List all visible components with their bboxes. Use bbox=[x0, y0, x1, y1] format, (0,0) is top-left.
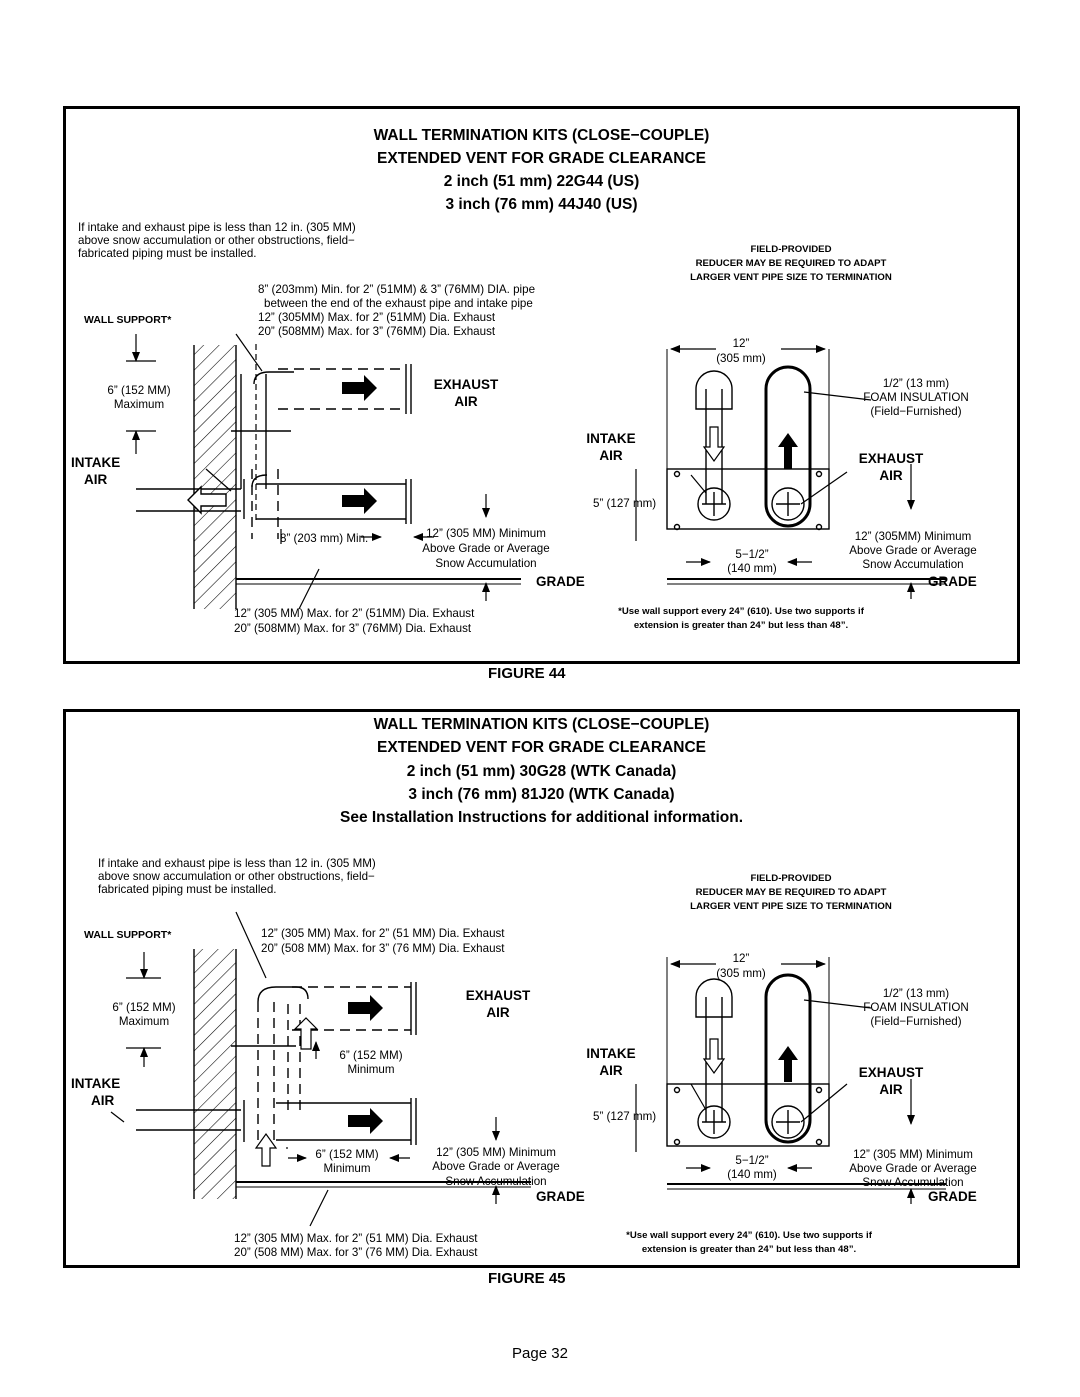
fig44-top-spec-2: between the end of the exhaust pipe and intake pipe bbox=[264, 297, 533, 310]
fig45-front-exhaust-air: AIR bbox=[879, 1082, 903, 1097]
figure-45-title-4: 3 inch (76 mm) 81J20 (WTK Canada) bbox=[408, 786, 675, 803]
fig45-front-grade-note-3: Snow Accumulation bbox=[862, 1176, 964, 1189]
fig44-bottom-spec-1: 12” (305 MM) Max. for 2” (51MM) Dia. Exhaust bbox=[234, 607, 475, 620]
fig44-side-max-2: Maximum bbox=[113, 398, 165, 411]
fig45-dim-5: 5” (127 mm) bbox=[593, 1110, 657, 1123]
figure-44-title-4: 3 inch (76 mm) 44J40 (US) bbox=[445, 196, 638, 213]
figure-44-title-1: WALL TERMINATION KITS (CLOSE−COUPLE) bbox=[373, 127, 710, 144]
figure-45-title-3: 2 inch (51 mm) 30G28 (WTK Canada) bbox=[406, 763, 677, 780]
fig44-side-max-1: 6” (152 MM) bbox=[107, 384, 171, 397]
fig45-bottom-spec-1: 12” (305 MM) Max. for 2” (51 MM) Dia. Exhaust bbox=[234, 1232, 478, 1245]
fig45-exhaust-air-label: AIR bbox=[486, 1005, 510, 1020]
fig45-front-grade-note-1: 12” (305 MM) Minimum bbox=[853, 1148, 973, 1161]
fig45-above-grade-1: 12” (305 MM) Minimum bbox=[436, 1146, 556, 1159]
fig44-dim-55-2: (140 mm) bbox=[727, 562, 777, 575]
fig45-front-intake-air: AIR bbox=[599, 1063, 623, 1078]
fig44-front-grade-note-1: 12” (305MM) Minimum bbox=[854, 530, 972, 543]
fig44-footnote-2: extension is greater than 24” but less than 48”. bbox=[633, 620, 849, 631]
fig45-above-grade-2: Above Grade or Average bbox=[432, 1160, 560, 1173]
fig45-footnote-2: extension is greater than 24” but less than 48”. bbox=[641, 1244, 857, 1255]
side-view-wall bbox=[194, 949, 236, 1199]
fig44-intake-air-label: AIR bbox=[84, 472, 108, 487]
fig44-min-gap: 8” (203 mm) Min. bbox=[280, 532, 369, 545]
fig44-wall-support-label: WALL SUPPORT* bbox=[84, 314, 172, 326]
fig45-intake-label: INTAKE bbox=[71, 1076, 121, 1091]
fig45-front-grade-note-2: Above Grade or Average bbox=[849, 1162, 977, 1175]
fig45-intake-air-label: AIR bbox=[91, 1093, 115, 1108]
fig45-footnote-1: *Use wall support every 24” (610). Use two supports if bbox=[626, 1230, 872, 1241]
fig44-front-grade-label: GRADE bbox=[928, 574, 977, 589]
fig44-exhaust-air-label: AIR bbox=[454, 394, 478, 409]
fig44-front-exhaust: EXHAUST bbox=[858, 451, 924, 466]
figure-45-title-1: WALL TERMINATION KITS (CLOSE−COUPLE) bbox=[373, 716, 710, 733]
fig45-low-min-2: Minimum bbox=[323, 1162, 371, 1175]
fig44-exhaust-label: EXHAUST bbox=[433, 377, 499, 392]
fig45-exhaust-label: EXHAUST bbox=[465, 988, 531, 1003]
fig44-note-2: above snow accumulation or other obstructions, field− bbox=[78, 234, 355, 247]
side-view-grade-line bbox=[236, 579, 521, 584]
fig45-field-provided-3: LARGER VENT PIPE SIZE TO TERMINATION bbox=[690, 901, 892, 912]
front-view-flow-arrows bbox=[704, 1039, 798, 1082]
fig45-note-1: If intake and exhaust pipe is less than 12 in. (305 MM) bbox=[98, 857, 376, 870]
fig45-low-min-1: 6” (152 MM) bbox=[315, 1148, 379, 1161]
fig44-footnote-1: *Use wall support every 24” (610). Use two supports if bbox=[618, 606, 864, 617]
figure-45-label: FIGURE 45 bbox=[488, 1270, 566, 1287]
fig44-top-spec-4: 20” (508MM) Max. for 3” (76MM) Dia. Exhaust bbox=[258, 325, 496, 338]
fig45-note-3: fabricated piping must be installed. bbox=[98, 883, 277, 896]
fig45-top-spec-1: 12” (305 MM) Max. for 2” (51 MM) Dia. Exhaust bbox=[261, 927, 505, 940]
fig45-width-305mm: (305 mm) bbox=[716, 967, 766, 980]
fig44-field-provided-1: FIELD-PROVIDED bbox=[750, 244, 832, 255]
fig44-above-grade-3: Snow Accumulation bbox=[435, 557, 537, 570]
figure-44-label: FIGURE 44 bbox=[488, 665, 566, 682]
fig44-insulation-3: (Field−Furnished) bbox=[870, 405, 962, 418]
fig45-insulation-2: FOAM INSULATION bbox=[863, 1001, 969, 1014]
fig44-front-intake-air: AIR bbox=[599, 448, 623, 463]
fig45-mid-min-2: Minimum bbox=[347, 1063, 395, 1076]
fig45-bottom-spec-2: 20” (508 MM) Max. for 3” (76 MM) Dia. Exhaust bbox=[234, 1246, 478, 1259]
fig45-field-provided-1: FIELD-PROVIDED bbox=[750, 873, 832, 884]
figure-45-title-5: See Installation Instructions for additional information. bbox=[339, 809, 744, 826]
fig45-note-2: above snow accumulation or other obstructions, field− bbox=[98, 870, 375, 883]
fig44-intake-label: INTAKE bbox=[71, 455, 121, 470]
figure-44-panel bbox=[63, 106, 1020, 664]
fig44-above-grade-2: Above Grade or Average bbox=[422, 542, 550, 555]
fig45-front-intake: INTAKE bbox=[586, 1046, 636, 1061]
fig45-wall-support-label: WALL SUPPORT* bbox=[84, 929, 172, 941]
figure-44-title-2: EXTENDED VENT FOR GRADE CLEARANCE bbox=[377, 150, 706, 167]
fig44-width-305mm: (305 mm) bbox=[716, 352, 766, 365]
fig45-mid-min-1: 6” (152 MM) bbox=[339, 1049, 403, 1062]
fig45-field-provided-2: REDUCER MAY BE REQUIRED TO ADAPT bbox=[695, 887, 887, 898]
fig45-insulation-1: 1/2” (13 mm) bbox=[882, 987, 950, 1000]
fig44-above-grade-1: 12” (305 MM) Minimum bbox=[426, 527, 546, 540]
fig44-dim-5: 5” (127 mm) bbox=[593, 497, 657, 510]
front-view-flow-arrows bbox=[704, 427, 798, 469]
fig44-width-12: 12” bbox=[732, 337, 750, 350]
fig45-front-grade-label: GRADE bbox=[928, 1189, 977, 1204]
figure-44-title-3: 2 inch (51 mm) 22G44 (US) bbox=[443, 173, 640, 190]
page-number: Page 32 bbox=[512, 1345, 568, 1362]
fig44-dim-55-1: 5−1/2” bbox=[735, 548, 769, 561]
fig45-grade-label: GRADE bbox=[536, 1189, 585, 1204]
fig44-grade-label: GRADE bbox=[536, 574, 585, 589]
figure-45-title-2: EXTENDED VENT FOR GRADE CLEARANCE bbox=[377, 739, 706, 756]
fig45-dim-55-1: 5−1/2” bbox=[735, 1154, 769, 1167]
fig44-front-exhaust-air: AIR bbox=[879, 468, 903, 483]
fig44-field-provided-2: REDUCER MAY BE REQUIRED TO ADAPT bbox=[695, 258, 887, 269]
fig45-side-max-2: Maximum bbox=[118, 1015, 170, 1028]
fig44-note-3: fabricated piping must be installed. bbox=[78, 247, 257, 260]
fig45-dim-55-2: (140 mm) bbox=[727, 1168, 777, 1181]
fig45-side-max-1: 6” (152 MM) bbox=[112, 1001, 176, 1014]
fig44-front-intake: INTAKE bbox=[586, 431, 636, 446]
fig45-insulation-3: (Field−Furnished) bbox=[870, 1015, 962, 1028]
fig44-insulation-2: FOAM INSULATION bbox=[863, 391, 969, 404]
fig45-above-grade-3: Snow Accumulation bbox=[445, 1175, 547, 1188]
fig44-note-1: If intake and exhaust pipe is less than 12 in. (305 MM) bbox=[78, 221, 356, 234]
fig45-width-12: 12” bbox=[732, 952, 750, 965]
fig44-top-spec-3: 12” (305MM) Max. for 2” (51MM) Dia. Exhaust bbox=[258, 311, 496, 324]
figure-45-panel bbox=[63, 709, 1020, 1268]
fig44-bottom-spec-2: 20” (508MM) Max. for 3” (76MM) Dia. Exhaust bbox=[234, 622, 472, 635]
fig44-top-spec-1: 8” (203mm) Min. for 2” (51MM) & 3” (76MM) DIA. pipe bbox=[258, 283, 536, 296]
fig44-front-grade-note-2: Above Grade or Average bbox=[849, 544, 977, 557]
fig45-top-spec-2: 20” (508 MM) Max. for 3” (76 MM) Dia. Exhaust bbox=[261, 942, 505, 955]
fig44-front-grade-note-3: Snow Accumulation bbox=[862, 558, 964, 571]
fig45-front-exhaust: EXHAUST bbox=[858, 1065, 924, 1080]
fig44-insulation-1: 1/2” (13 mm) bbox=[882, 377, 950, 390]
fig44-field-provided-3: LARGER VENT PIPE SIZE TO TERMINATION bbox=[690, 272, 892, 283]
